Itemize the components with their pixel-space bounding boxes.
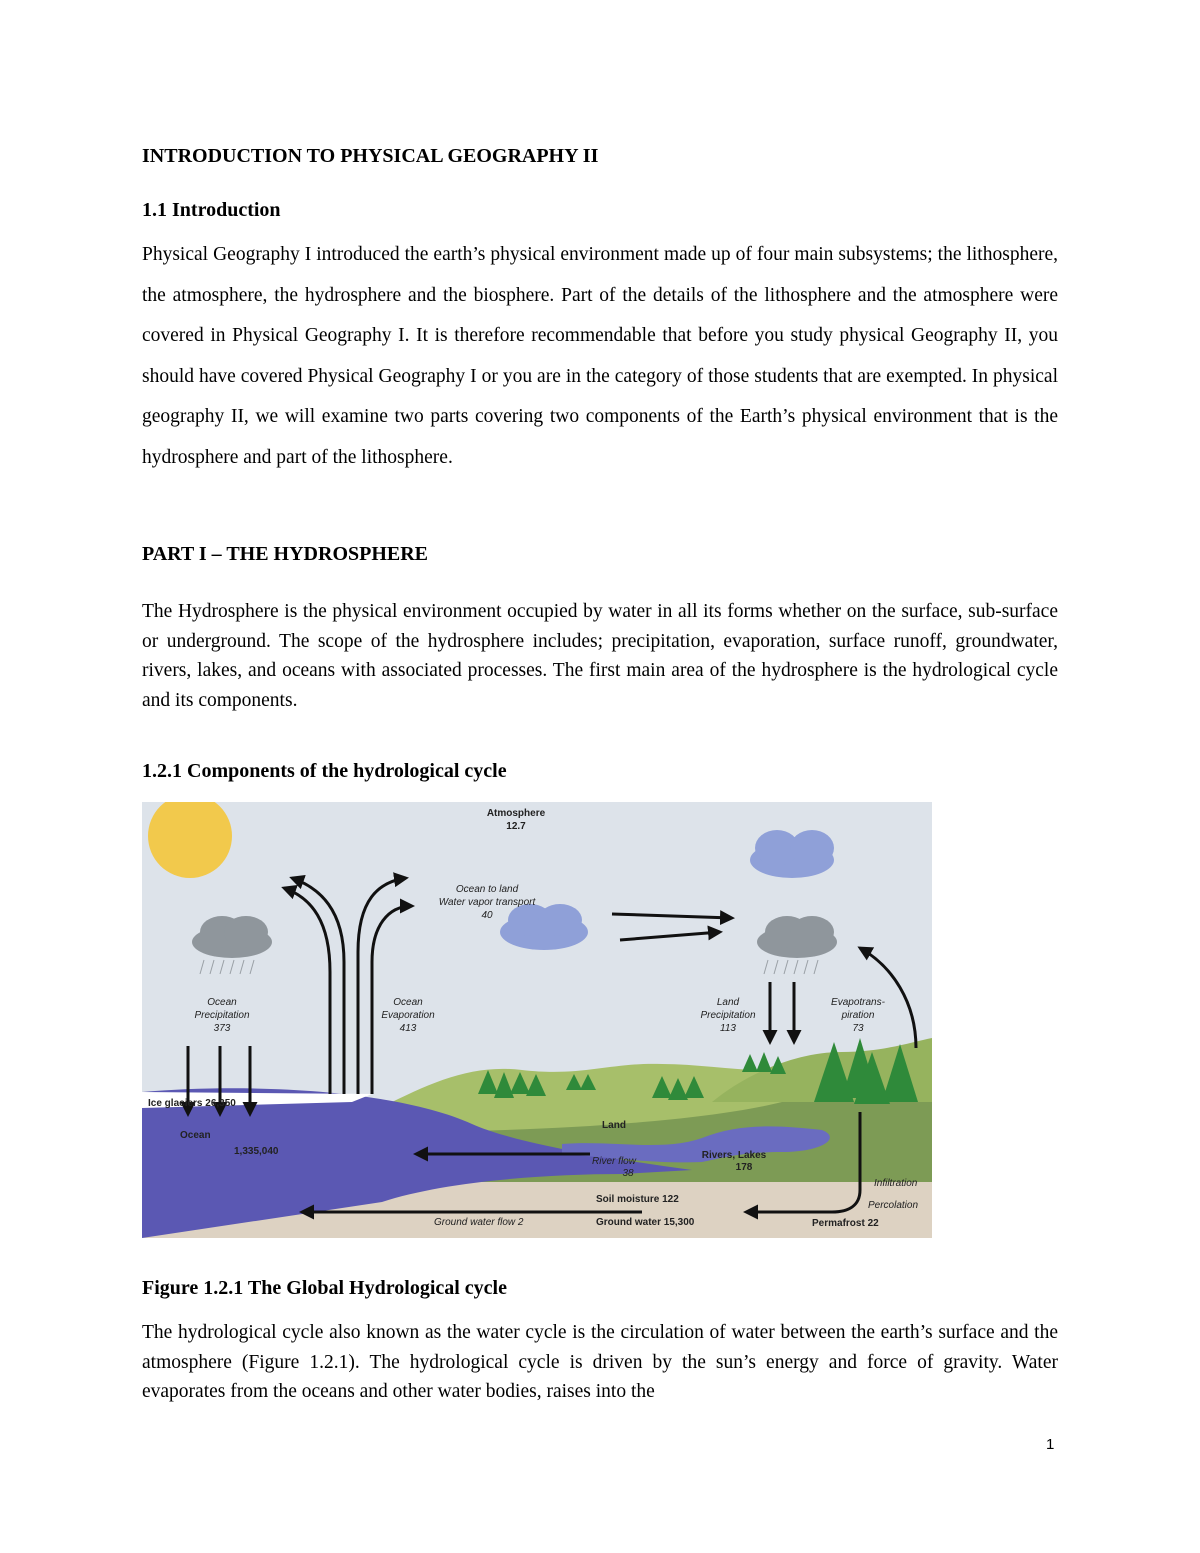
hydrological-cycle-diagram <box>142 802 932 1238</box>
section-heading-introduction: 1.1 Introduction <box>142 199 281 221</box>
label-percolation: Percolation <box>868 1200 919 1211</box>
value-atmosphere: 12.7 <box>506 821 526 832</box>
value-land-precip: 113 <box>720 1023 736 1034</box>
label-ocean-precip-2: Precipitation <box>194 1010 250 1021</box>
label-atmosphere: Atmosphere <box>486 808 546 819</box>
label-land-precip-2: Precipitation <box>700 1010 756 1021</box>
value-ocean-evap: 413 <box>399 1023 417 1034</box>
value-ocean-to-land: 40 <box>481 910 493 921</box>
document-title: INTRODUCTION TO PHYSICAL GEOGRAPHY II <box>142 145 599 167</box>
figure-caption: Figure 1.2.1 The Global Hydrological cycle <box>142 1277 507 1299</box>
label-water-vapor: Water vapor transport <box>438 897 536 908</box>
hydrosphere-paragraph: The Hydrosphere is the physical environment occupied by water in all its forms whether on the surface, sub-surface or underground. The scope of the hydrosphere includes; precipitation, evaporation, surface runoff, groundwater, rivers, lakes, and oceans with associated processes. The first main area of the hydrosphere is the hydrological cycle and its components. <box>142 601 1058 711</box>
label-ocean: Ocean <box>180 1130 211 1141</box>
label-land-precip: Land <box>716 997 740 1008</box>
label-land: Land <box>602 1120 626 1131</box>
label-evapotrans: Evapotrans- <box>831 997 885 1008</box>
label-ocean-evap: Ocean <box>393 997 423 1008</box>
section-heading-components: 1.2.1 Components of the hydrological cycle <box>142 760 507 782</box>
cloud-icon <box>500 904 588 950</box>
label-evapotrans-2: piration <box>841 1010 875 1021</box>
label-ground-water-flow: Ground water flow 2 <box>434 1217 524 1228</box>
page-number: 1 <box>1046 1436 1055 1453</box>
label-ground-water: Ground water 15,300 <box>596 1217 695 1228</box>
introduction-paragraph: Physical Geography I introduced the earth’s physical environment made up of four main subsystems; the lithosphere, the atmosphere, the hydrosphere and the biosphere. Part of the details of the lithosphere and the atmosphere were covered in Physical Geography I. It is therefore recommendable that before you study physical Geography II, you should have covered Physical Geography I or you are in the category of those students that are exempted. In physical geography II, we will examine two parts covering two components of the Earth’s physical environment that is the hydrosphere and part of the lithosphere. <box>142 244 1058 468</box>
label-ice-glaciers: Ice glaciers 26,350 <box>148 1098 236 1109</box>
value-evapotrans: 73 <box>852 1023 864 1034</box>
value-ocean-precip: 373 <box>213 1023 231 1034</box>
cloud-icon <box>750 830 834 878</box>
label-infiltration: Infiltration <box>874 1178 918 1189</box>
label-ocean-precip: Ocean <box>207 997 237 1008</box>
label-permafrost: Permafrost 22 <box>812 1218 879 1229</box>
part-heading-hydrosphere: PART I – THE HYDROSPHERE <box>142 543 429 565</box>
value-ocean: 1,335,040 <box>234 1146 279 1157</box>
label-ocean-to-land: Ocean to land <box>455 884 519 895</box>
label-ocean-evap-2: Evaporation <box>381 1010 435 1021</box>
label-rivers-lakes: Rivers, Lakes <box>701 1150 767 1161</box>
label-river-flow: River flow <box>592 1156 636 1167</box>
value-river-flow: 38 <box>622 1168 634 1179</box>
label-soil-moisture: Soil moisture 122 <box>596 1194 679 1205</box>
hydrological-cycle-paragraph: The hydrological cycle also known as the water cycle is the circulation of water between the earth’s surface and the atmosphere (Figure 1.2.1). The hydrological cycle is driven by the sun’s energy and force of gravity. Water evaporates from the oceans and other water bodies, raises into the <box>142 1322 1058 1402</box>
value-rivers-lakes: 178 <box>735 1162 753 1173</box>
